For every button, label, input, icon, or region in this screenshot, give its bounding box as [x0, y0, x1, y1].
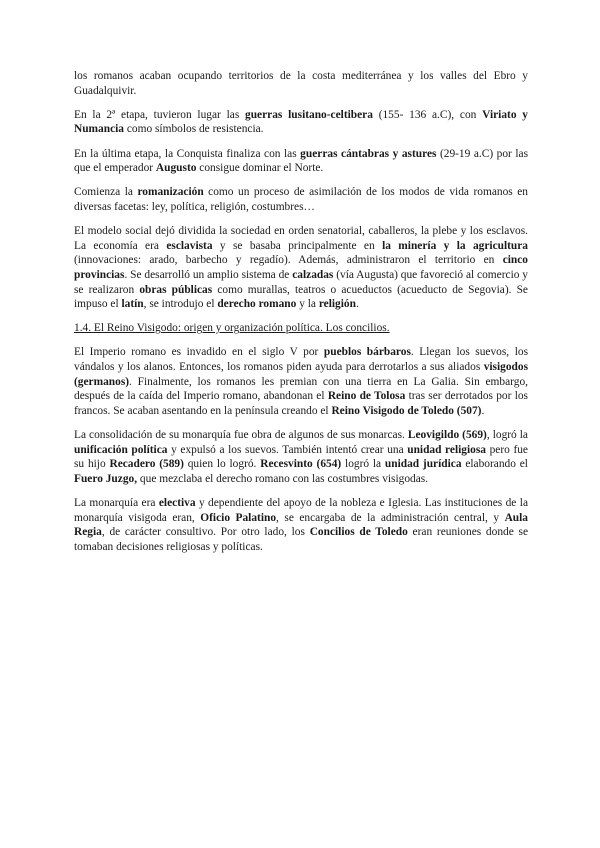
text-run: Comienza la: [74, 186, 138, 199]
paragraph: [74, 108, 528, 137]
text-run: 1.4. El Reino Visigodo: origen y organización política. Los concilios.: [74, 322, 390, 335]
bold-term: obras públicas: [139, 283, 213, 296]
paragraph: [74, 428, 528, 486]
text-run: El Imperio romano es invadido en el siglo V por: [74, 346, 324, 359]
text-run: y la: [296, 298, 319, 311]
paragraph: [74, 185, 528, 214]
text-run: que mezclaba el derecho romano con las costumbres visigodas.: [137, 472, 429, 485]
bold-term: Leovigildo (569): [407, 429, 487, 442]
text-run: tras ser derrotados por los francos. Se acaban asentando en la península creando el: [74, 390, 528, 417]
bold-term: Augusto: [155, 162, 197, 175]
bold-term: guerras lusitano-celtibera: [245, 108, 373, 121]
bold-term: Recesvinto (654): [260, 458, 342, 471]
text-run: La consolidación de su monarquía fue obra de algunos de sus monarcas.: [74, 429, 408, 442]
text-run: (innovaciones: arado, barbecho y regadío). Además, administraron el territorio en: [74, 254, 503, 267]
text-run: logró la: [341, 458, 385, 471]
text-run: (155- 136 a.C), con: [372, 108, 483, 121]
text-run: pero fue su hijo: [74, 443, 528, 471]
text-run: En la 2ª etapa, tuvieron lugar las: [74, 108, 246, 121]
paragraph: [74, 496, 528, 554]
text-run: (29-19 a.C) por las que el emperador: [74, 147, 528, 175]
text-run: (vía Augusta) que favoreció al comercio y se realizaron: [74, 268, 528, 296]
bold-term: derecho romano: [217, 298, 297, 311]
paragraph: [74, 224, 528, 312]
bold-term: esclavista: [166, 239, 213, 252]
text-run: consigue dominar el Norte.: [196, 162, 324, 175]
text-run: . Llegan los suevos, los vándalos y los alanos. Entonces, los romanos piden ayuda para derrotarlos a sus aliados: [74, 346, 528, 374]
bold-term: Concilios de Toledo: [309, 526, 408, 539]
bold-term: Reino de Tolosa: [327, 390, 406, 403]
text-run: En la última etapa, la Conquista finaliza con las: [74, 147, 301, 160]
section-heading: [74, 321, 528, 336]
paragraph: [74, 345, 528, 418]
bold-term: guerras cántabras y astures: [300, 147, 437, 160]
text-run: . Se desarrolló un amplio sistema de: [124, 268, 293, 281]
text-run: y dependiente del apoyo de la nobleza e Iglesia. Las instituciones de la monarquía visigoda eran,: [74, 497, 528, 524]
paragraph: [74, 69, 528, 98]
bold-term: romanización: [137, 186, 204, 199]
text-run: , de carácter consultivo. Por otro lado, los: [101, 526, 310, 539]
bold-term: Oficio Palatino: [200, 511, 277, 524]
text-run: los romanos acaban ocupando territorios de la costa mediterránea y los valles del Ebro y Guadalquivir.: [74, 70, 528, 97]
bold-term: Recadero (589): [109, 458, 184, 471]
bold-term: religión: [318, 298, 356, 311]
bold-term: Fuero Juzgo,: [74, 472, 138, 485]
bold-term: la minería y la agricultura: [382, 239, 529, 252]
bold-term: Aula Regia: [74, 511, 528, 539]
text-run: , se encargaba de la administración central, y: [276, 511, 505, 524]
bold-term: Viriato y Numancia: [74, 108, 528, 136]
bold-term: electiva: [158, 497, 196, 509]
bold-term: Reino Visigodo de Toledo (507): [331, 404, 482, 417]
bold-term: latín: [121, 298, 144, 311]
document-page: [74, 69, 528, 564]
text-run: como murallas, teatros o acueductos (acueducto de Segovia). Se impuso el: [74, 283, 528, 311]
text-run: y expulsó a los suevos. También intentó crear una: [167, 443, 408, 456]
bold-term: calzadas: [292, 268, 334, 281]
bold-term: unidad religiosa: [407, 443, 486, 456]
text-run: , se introdujo el: [143, 298, 218, 311]
bold-term: visigodos (germanos): [74, 361, 528, 388]
text-run: .: [355, 298, 359, 311]
bold-term: unidad jurídica: [384, 458, 462, 471]
text-run: elaborando el: [461, 458, 528, 471]
text-run: . Finalmente, los romanos les premian con una tierra en La Galia. Sin embargo, después de la caída del Imperio romano, abandonan el: [74, 375, 528, 403]
text-run: .: [481, 404, 485, 417]
text-run: eran reuniones donde se tomaban decisiones religiosas y políticas.: [74, 526, 529, 553]
text-run: quien lo logró.: [183, 458, 261, 471]
text-run: como un proceso de asimilación de los modos de vida romanos en diversas facetas: ley, política, religión, costumbres…: [74, 186, 528, 213]
paragraph: [74, 147, 528, 176]
bold-term: cinco provincias: [74, 254, 528, 281]
text-run: La monarquía era: [74, 497, 159, 509]
text-run: y se basaba principalmente en: [212, 239, 383, 252]
bold-term: pueblos bárbaros: [323, 346, 411, 359]
text-run: , logró la: [486, 429, 528, 442]
bold-term: unificación política: [74, 443, 168, 456]
text-run: como símbolos de resistencia.: [124, 123, 264, 136]
text-run: El modelo social dejó dividida la sociedad en orden senatorial, caballeros, la plebe y los esclavos. La economía era: [74, 225, 528, 252]
